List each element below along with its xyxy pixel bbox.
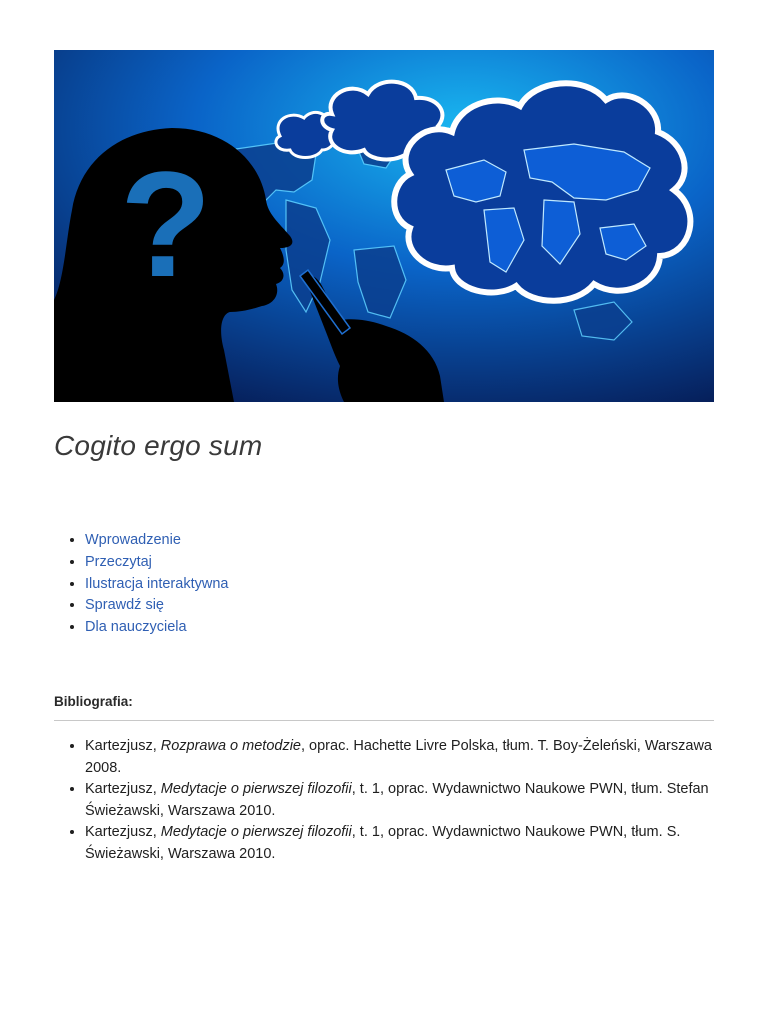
toc-link-ilustracja-interaktywna[interactable]: Ilustracja interaktywna — [85, 575, 229, 592]
bibliography-list — [54, 736, 714, 865]
bib-author: Kartezjusz, — [85, 781, 161, 797]
bib-title: Medytacje o pierwszej filozofii — [160, 781, 352, 797]
bib-details: , oprac. Hachette Livre Polska, tłum. T. Boy-Żeleński, Warszawa 2008. — [85, 738, 712, 776]
thinker-illustration — [54, 50, 714, 402]
bibliography-item — [85, 822, 714, 865]
bib-details: , t. 1, oprac. Wydawnictwo Naukowe PWN, tłum. Stefan Świeżawski, Warszawa 2010. — [85, 781, 709, 819]
bib-details: , t. 1, oprac. Wydawnictwo Naukowe PWN, tłum. S. Świeżawski, Warszawa 2010. — [85, 824, 681, 862]
toc-link-wprowadzenie[interactable]: Wprowadzenie — [85, 532, 181, 548]
bib-title: Medytacje o pierwszej filozofii — [160, 824, 352, 840]
bibliography-item — [85, 736, 714, 779]
toc-link-przeczytaj[interactable]: Przeczytaj — [85, 553, 152, 570]
table-of-contents — [54, 530, 228, 639]
toc-link-sprawdz-sie[interactable]: Sprawdź się — [85, 597, 164, 614]
toc-item — [85, 574, 228, 596]
toc-link-dla-nauczyciela[interactable]: Dla nauczyciela — [85, 619, 187, 636]
divider — [54, 720, 714, 721]
toc-item — [85, 617, 228, 639]
question-mark-icon: ? — [120, 140, 212, 308]
bibliography-item — [85, 779, 714, 822]
bib-title: Rozprawa o metodzie — [160, 738, 301, 754]
toc-item — [85, 595, 228, 617]
page-title: Cogito ergo sum — [54, 430, 263, 461]
bib-author: Kartezjusz, — [85, 738, 161, 754]
toc-item — [85, 552, 228, 574]
bibliography-heading: Bibliografia: — [54, 694, 133, 709]
bib-author: Kartezjusz, — [85, 824, 161, 840]
toc-item — [85, 530, 228, 552]
hero-image — [54, 50, 714, 402]
